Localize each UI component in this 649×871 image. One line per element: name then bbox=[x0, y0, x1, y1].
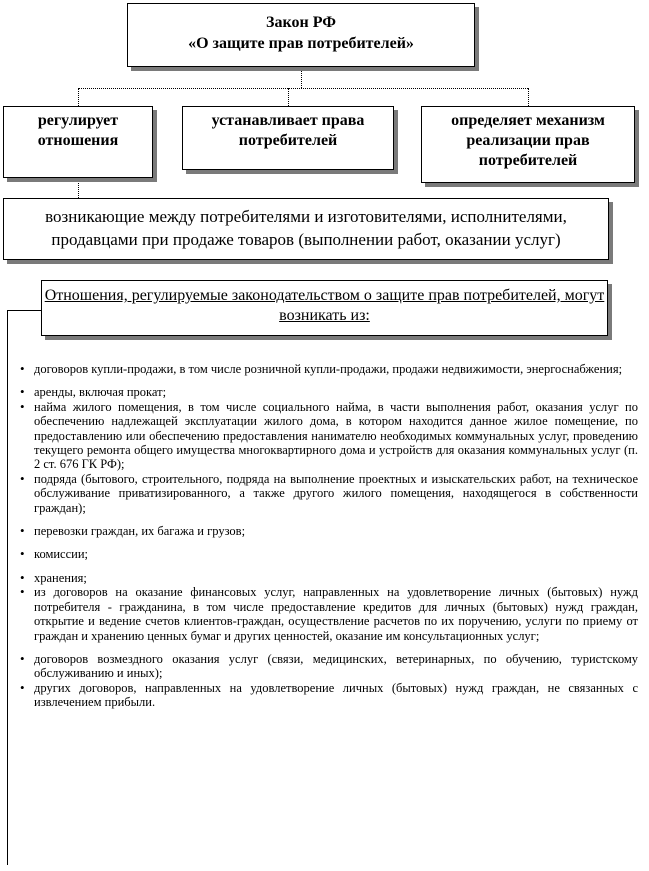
list-item: • перевозки граждан, их багажа и грузов; bbox=[20, 524, 638, 538]
law-title-box bbox=[127, 3, 475, 67]
list-item: • комиссии; bbox=[20, 547, 638, 561]
relations-box bbox=[3, 198, 609, 260]
list-item: • из договоров на оказание финансовых услуг, направленных на удовлетворение личных (бытовых) нужд потребителя - гражданина, в том числе предоставление кредитов для личных (бытовых) нужд граждан, открытие и ведение счетов клиентов-граждан, осуществление расчетов по их поручению, услуги по приему от граждан и хранению ценных бумаг и других ценностей, оказание им консультационных услуг; bbox=[20, 585, 638, 643]
connector-regulates-to-relations bbox=[78, 178, 79, 198]
connector-to-rights bbox=[288, 88, 289, 106]
connector-horizontal bbox=[78, 88, 528, 89]
regulates-label: регулирует отношения bbox=[37, 112, 119, 149]
list-item: • других договоров, направленных на удовлетворение личных (бытовых) нужд граждан, не связанных с извлечением прибыли. bbox=[20, 681, 638, 710]
list-item: • договоров возмездного оказания услуг (связи, медицинских, ветеринарных, по обучению, туристскому обслуживанию и иных); bbox=[20, 652, 638, 681]
rights-box bbox=[182, 106, 394, 170]
law-subtitle: «О защите прав потребителей» bbox=[188, 35, 414, 52]
connector-to-regulates bbox=[78, 88, 79, 106]
list-item: • договоров купли-продажи, в том числе розничной купли-продажи, продажи недвижимости, энергоснабжения; bbox=[20, 362, 638, 376]
mechanism-box bbox=[421, 106, 635, 183]
connector-list-top bbox=[7, 310, 41, 311]
relations-text: возникающие между потребителями и изготовителями, исполнителями, продавцами при продаже товаров (выполнении работ, оказании услуг) bbox=[45, 207, 567, 249]
sources-list bbox=[20, 362, 638, 710]
list-item: • аренды, включая прокат; bbox=[20, 385, 638, 399]
sources-heading-box bbox=[41, 280, 608, 336]
law-title: Закон РФ bbox=[266, 14, 336, 31]
connector-list-left bbox=[7, 310, 8, 865]
mechanism-label: определяет механизм реализации прав потребителей bbox=[451, 112, 605, 169]
list-item: • найма жилого помещения, в том числе социального найма, в части выполнения работ, оказания услуг по обеспечению надлежащей эксплуатации жилого дома, в котором находится данное жилое помещение, по предоставлению или обеспечению предоставления нанимателю необходимых коммунальных услуг, проведению текущего ремонта общего имущества многоквартирного дома и устройств для оказания коммунальных услуг (п. 2 ст. 676 ГК РФ); bbox=[20, 400, 638, 472]
list-item: • хранения; bbox=[20, 571, 638, 585]
regulates-box bbox=[3, 106, 153, 178]
connector-law-down bbox=[301, 67, 302, 88]
rights-label: устанавливает права потребителей bbox=[211, 112, 365, 149]
sources-heading: Отношения, регулируемые законодательством о защите прав потребителей, могут возникать из: bbox=[44, 287, 605, 324]
list-item: • подряда (бытового, строительного, подряда на выполнение проектных и изыскательских работ, на техническое обслуживание приватизированного, а также другого жилого помещения, находящегося в собственности граждан); bbox=[20, 472, 638, 515]
connector-to-mechanism bbox=[528, 88, 529, 106]
